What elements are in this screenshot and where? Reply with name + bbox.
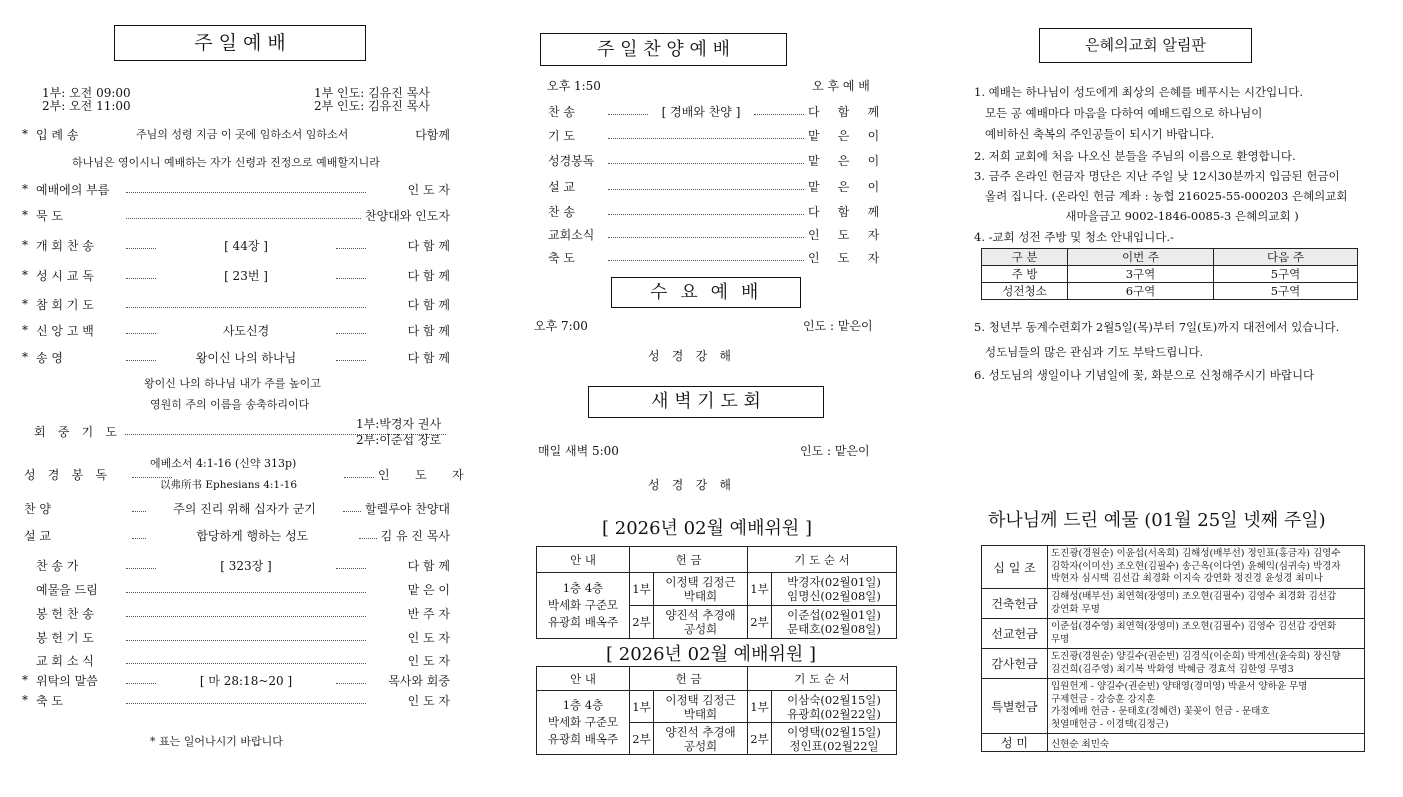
cleaning-table (981, 248, 1358, 300)
col-category: 구 분 (982, 249, 1068, 266)
offer-names: 양진석 추경애 공성희 (654, 723, 748, 755)
service-time-2: 2부: 오전 11:00 (42, 99, 131, 113)
col-offering: 헌 금 (630, 547, 748, 573)
item-leader: 인 도 자 (407, 653, 450, 668)
offering-label: 선교헌금 (982, 619, 1048, 649)
standing-footnote: * 표는 일어나시기 바랍니다 (150, 735, 283, 748)
offering-names: 이준섭(경수영) 최연혁(장영미) 조오현(김필수) 김영수 김선갑 강연화 무명 (1048, 619, 1365, 649)
leader-dots (126, 703, 366, 704)
item-label: 성 경 봉 독 (24, 467, 112, 482)
duty-table-2 (536, 666, 897, 755)
item-leader: 다 함 께 (808, 104, 887, 119)
item-label: 기 도 (548, 128, 575, 143)
praise-item-row (548, 202, 887, 220)
leader-dots (132, 511, 146, 512)
item-label: 묵 도 (36, 208, 63, 223)
required-mark: * (22, 350, 28, 364)
item-label: 교회소식 (548, 227, 595, 242)
duty-title-1: [ 2026년 02월 예배위원 ] (602, 518, 812, 539)
offering-names: 도진광(경원순) 이윤섭(서옥희) 김해성(배부선) 정인표(홍금자) 김영수 김학자(이미선) 조오현(김필수) 송근옥(이다연) 윤혜익(심귀숙) 박경자 박현자 심시택 김선갑 최경화 이지숙 강연화 정진경 윤성경 최미나 (1048, 546, 1365, 589)
praise-item-row (548, 102, 887, 120)
notice-line: 성도님들의 많은 관심과 기도 부탁드립니다. (974, 345, 1204, 359)
item-leader: 인 도 자 (378, 467, 475, 482)
item-leader: 다 함 께 (407, 297, 450, 312)
col-prayer: 기 도 순 서 (748, 547, 897, 573)
leader-dots (126, 616, 366, 617)
item-leader: 맡 은 이 (407, 582, 450, 597)
item-label: 개 회 찬 송 (36, 238, 94, 253)
clean-next-week: 5구역 (1214, 283, 1358, 300)
right-column (960, 0, 1403, 797)
notice-line: 2. 저희 교회에 처음 나오신 분들을 주님의 이름으로 환영합니다. (974, 149, 1296, 163)
col-this-week: 이번 주 (1068, 249, 1214, 266)
item-label: 위탁의 말씀 (36, 673, 98, 688)
prayer-part: 2부 (748, 723, 772, 755)
wednesday-service-title: 수 요 예 배 (611, 277, 801, 308)
clean-category: 성전청소 (982, 283, 1068, 300)
item-leader: 다함께 (415, 127, 450, 142)
offering-names: 김해성(배부선) 최연혁(장영미) 조오현(김필수) 김영수 최경화 김선갑 강연화 무명 (1048, 589, 1365, 619)
item-label: 성경봉독 (548, 153, 595, 168)
leader-dots (126, 683, 156, 684)
service-time-1: 1부: 오전 09:00 (42, 86, 131, 100)
praise-item-row (548, 177, 887, 195)
notice-line: 3. 금주 온라인 헌금자 명단은 지난 주일 낮 12시30분까지 입금된 헌금이 (974, 169, 1340, 183)
item-label: 설 교 (548, 179, 575, 194)
required-mark: * (22, 208, 28, 222)
praise-time: 오후 1:50 (547, 79, 601, 93)
required-mark: * (22, 238, 28, 252)
item-label: 축 도 (36, 693, 63, 708)
item-leader: 다 함 께 (808, 204, 887, 219)
offer-part: 1부 (630, 691, 654, 723)
praise-item-row (548, 248, 887, 266)
item-leader: 인 도 자 (808, 250, 887, 265)
item-leader: 인 도 자 (407, 693, 450, 708)
required-mark: * (22, 693, 28, 707)
worship-item-row (22, 236, 450, 254)
item-label: 찬 송 가 (36, 558, 79, 573)
leader-dots (126, 192, 366, 193)
leader-dots (608, 260, 804, 261)
item-detail: [ 44장 ] (224, 238, 268, 253)
leader-dots (336, 333, 366, 334)
item-label: 입 례 송 (36, 127, 79, 142)
leader-dots (126, 218, 361, 219)
item-label: 찬 양 (24, 501, 51, 516)
reading-ref-1: 에베소서 4:1-16 (신약 313p) (150, 457, 297, 470)
item-leader: 인 도 자 (407, 630, 450, 645)
item-leader: 다 함 께 (407, 323, 450, 338)
sermon-row (24, 526, 450, 544)
dawn-leader: 인도 : 맡은이 (800, 444, 870, 458)
leader-dots (126, 663, 366, 664)
item-label: 성 시 교 독 (36, 268, 94, 283)
item-leader: 인 도 자 (808, 227, 887, 242)
prayer-part: 1부 (748, 691, 772, 723)
prayer-leader-1: 1부:박경자 권사 (356, 417, 442, 431)
worship-item-row (22, 671, 450, 689)
offering-names: 신현순 최민숙 (1048, 734, 1365, 752)
song-line-1: 왕이신 나의 하나님 내가 주를 높이고 (144, 377, 321, 390)
leader-dots (343, 511, 361, 512)
sunday-service-title: 주 일 예 배 (114, 25, 366, 61)
worship-item-row (22, 628, 450, 646)
item-leader: 다 함 께 (407, 350, 450, 365)
notice-line: 5. 청년부 동계수련회가 2월5일(목)부터 7일(토)까지 대전에서 있습니다. (974, 320, 1340, 334)
prayer-names: 박경자(02월01일) 임명신(02월08일) (772, 573, 897, 606)
leader-dots (132, 538, 146, 539)
required-mark: * (22, 673, 28, 687)
item-leader: 인 도 자 (407, 182, 450, 197)
item-leader: 다 함 께 (407, 558, 450, 573)
notice-line: 모든 공 예배마다 마음을 다하여 예배드림으로 하나님이 (974, 106, 1263, 120)
leader-dots (126, 568, 156, 569)
invocation-row (22, 125, 450, 143)
leader-dots (754, 114, 804, 115)
offering-label: 십 일 조 (982, 546, 1048, 589)
praise-item-row (548, 151, 887, 169)
prayer-part: 2부 (748, 606, 772, 639)
clean-this-week: 3구역 (1068, 266, 1214, 283)
required-mark: * (22, 297, 28, 311)
item-detail: 왕이신 나의 하나님 (195, 350, 297, 365)
leader-dots (336, 278, 366, 279)
song-line-2: 영원히 주의 이름을 송축하리이다 (150, 398, 310, 411)
col-prayer: 기 도 순 서 (748, 667, 897, 691)
offering-names: 도진광(경원순) 양길수(권순빈) 김경식(이순희) 박계선(윤숙희) 장신향 김건희(김주영) 최기복 박화영 박혜금 경효석 김한영 무명3 (1048, 649, 1365, 679)
leader-dots (336, 568, 366, 569)
dawn-prayer-title: 새 벽 기 도 회 (588, 386, 824, 418)
item-label: 교 회 소 식 (36, 653, 94, 668)
worship-item-row (22, 348, 450, 366)
item-detail: [ 23번 ] (224, 268, 268, 283)
offering-label: 성 미 (982, 734, 1048, 752)
wednesday-time: 오후 7:00 (534, 319, 588, 333)
item-label: 찬 송 (548, 104, 575, 119)
item-leader: 맡 은 이 (808, 128, 887, 143)
prayer-leader-2: 2부:이준섭 장로 (356, 433, 442, 447)
guide-cell: 1층 4층 박세화 구준모 유광희 배옥주 (537, 691, 630, 755)
offering-label: 특별헌금 (982, 679, 1048, 734)
wednesday-sermon: 성 경 강 해 (648, 349, 736, 363)
item-leader: 목사와 회중 (388, 673, 450, 688)
item-leader: 다 함 께 (407, 238, 450, 253)
leader-dots (126, 278, 156, 279)
item-leader: 맡 은 이 (808, 179, 887, 194)
offer-names: 이정택 김정근 박태희 (654, 573, 748, 606)
item-label: 송 영 (36, 350, 63, 365)
notice-line: 예비하신 축복의 주인공들이 되시기 바랍니다. (974, 127, 1215, 141)
item-leader: 맡 은 이 (808, 153, 887, 168)
item-detail: 주님의 성령 지금 이 곳에 임하소서 임하소서 (136, 128, 349, 141)
worship-item-row (22, 266, 450, 284)
clean-next-week: 5구역 (1214, 266, 1358, 283)
invocation-verse: 하나님은 영이시니 예배하는 자가 신령과 진정으로 예배할지니라 (72, 156, 380, 169)
reading-ref-2: 以弗所书 Ephesians 4:1-16 (160, 479, 298, 491)
praise-item-row (548, 126, 887, 144)
clean-category: 주 방 (982, 266, 1068, 283)
praise-time-right: 오 후 예 배 (812, 79, 870, 93)
leader-dots (608, 114, 648, 115)
item-label: 예물을 드림 (36, 582, 98, 597)
praise-service-title: 주 일 찬 양 예 배 (540, 33, 787, 66)
item-detail: [ 경배와 찬양 ] (661, 104, 741, 119)
leader-dots (608, 138, 804, 139)
service-leader-2: 2부 인도: 김유진 목사 (314, 99, 430, 113)
notice-line: 새마을금고 9002-1846-0085-3 은혜의교회 ) (974, 209, 1299, 223)
item-label: 찬 송 (548, 204, 575, 219)
prayer-part: 1부 (748, 573, 772, 606)
prayer-names: 이삼숙(02월15일) 유광희(02월22일) (772, 691, 897, 723)
prayer-names: 이준섭(02월01일) 문태호(02월08일) (772, 606, 897, 639)
offer-names: 이정택 김정근 박태희 (654, 691, 748, 723)
col-offering: 헌 금 (630, 667, 748, 691)
wednesday-leader: 인도 : 맡은이 (803, 319, 873, 333)
required-mark: * (22, 127, 28, 141)
item-label: 축 도 (548, 250, 575, 265)
notice-line: 4. -교회 성전 주방 및 청소 안내입니다.- (974, 230, 1174, 244)
leader-dots (608, 163, 804, 164)
item-label: 봉 헌 기 도 (36, 630, 94, 645)
worship-item-row (22, 580, 450, 598)
left-column (0, 0, 475, 797)
notice-line: 올려 집니다. (온라인 헌금 계좌 : 농협 216025-55-000203 은혜의교회 (974, 189, 1348, 203)
worship-item-row (22, 651, 450, 669)
col-next-week: 다음 주 (1214, 249, 1358, 266)
dawn-sermon: 성 경 강 해 (648, 478, 736, 492)
item-label: 참 회 기 도 (36, 297, 94, 312)
col-guide: 안 내 (537, 547, 630, 573)
item-leader: 다 함 께 (407, 268, 450, 283)
leader-dots (336, 683, 366, 684)
leader-dots (359, 538, 377, 539)
offer-part: 1부 (630, 573, 654, 606)
item-label: 봉 헌 찬 송 (36, 606, 94, 621)
notice-line: 6. 성도님의 생일이나 기념일에 꽃, 화분으로 신청해주시기 바랍니다 (974, 368, 1315, 382)
required-mark: * (22, 182, 28, 196)
item-label: 신 앙 고 백 (36, 323, 94, 338)
leader-dots (608, 214, 804, 215)
clean-this-week: 6구역 (1068, 283, 1214, 300)
item-detail: [ 323장 ] (220, 558, 272, 573)
offering-table (981, 545, 1365, 752)
worship-item-row (22, 691, 450, 709)
service-leader-1: 1부 인도: 김유진 목사 (314, 86, 430, 100)
offer-part: 2부 (630, 723, 654, 755)
worship-item-row (22, 321, 450, 339)
item-detail: 주의 진리 위해 십자가 군기 (173, 501, 316, 516)
worship-item-row (22, 604, 450, 622)
col-guide: 안 내 (537, 667, 630, 691)
item-detail: [ 마 28:18~20 ] (199, 673, 293, 688)
worship-item-row (22, 206, 450, 224)
offering-label: 감사헌금 (982, 649, 1048, 679)
offer-part: 2부 (630, 606, 654, 639)
item-leader: 반 주 자 (407, 606, 450, 621)
item-label: 예배에의 부름 (36, 182, 110, 197)
worship-item-row (22, 556, 450, 574)
leader-dots (126, 248, 156, 249)
leader-dots (344, 477, 374, 478)
duty-table-1 (536, 546, 897, 639)
worship-item-row (22, 295, 450, 313)
offering-label: 건축헌금 (982, 589, 1048, 619)
item-leader: 찬양대와 인도자 (365, 208, 450, 223)
prayer-names: 이영택(02월15일) 정인표(02월22일 (772, 723, 897, 755)
notice-line: 1. 예배는 하나님이 성도에게 최상의 은혜를 베푸시는 시간입니다. (974, 85, 1304, 99)
offer-names: 양진석 추경애 공성희 (654, 606, 748, 639)
leader-dots (126, 360, 156, 361)
item-label: 회 중 기 도 (34, 424, 122, 439)
leader-dots (608, 237, 804, 238)
leader-dots (608, 189, 804, 190)
offering-title: 하나님께 드린 예물 (01월 25일 넷째 주일) (988, 510, 1326, 531)
choir-row (24, 499, 450, 517)
required-mark: * (22, 268, 28, 282)
praise-item-row (548, 225, 887, 243)
required-mark: * (22, 323, 28, 337)
guide-cell: 1층 4층 박세화 구준모 유광희 배옥주 (537, 573, 630, 639)
leader-dots (336, 248, 366, 249)
worship-item-row (22, 180, 450, 198)
leader-dots (126, 640, 366, 641)
duty-title-2: [ 2026년 02월 예배위원 ] (606, 644, 816, 665)
notice-board-title: 은혜의교회 알림판 (1039, 28, 1252, 63)
leader-dots (336, 360, 366, 361)
leader-dots (126, 307, 366, 308)
item-leader: 김 유 진 목사 (380, 528, 450, 543)
sermon-title: 합당하게 행하는 성도 (196, 528, 309, 543)
leader-dots (126, 592, 366, 593)
offering-names: 입원헌게 - 양길수(권순빈) 양태영(경미영) 박윤서 양하윤 무명 구제헌금 - 강승훈 강지훈 가정예배 헌금 - 문태호(경혜련) 꽃꽂이 헌금 - 문태호 첫열매헌금 - 이경택(김정근) (1048, 679, 1365, 734)
item-label: 설 교 (24, 528, 51, 543)
leader-dots (126, 333, 156, 334)
item-leader: 할렐루야 찬양대 (365, 501, 450, 516)
dawn-time: 매일 새벽 5:00 (538, 444, 619, 458)
item-detail: 사도신경 (222, 323, 270, 338)
